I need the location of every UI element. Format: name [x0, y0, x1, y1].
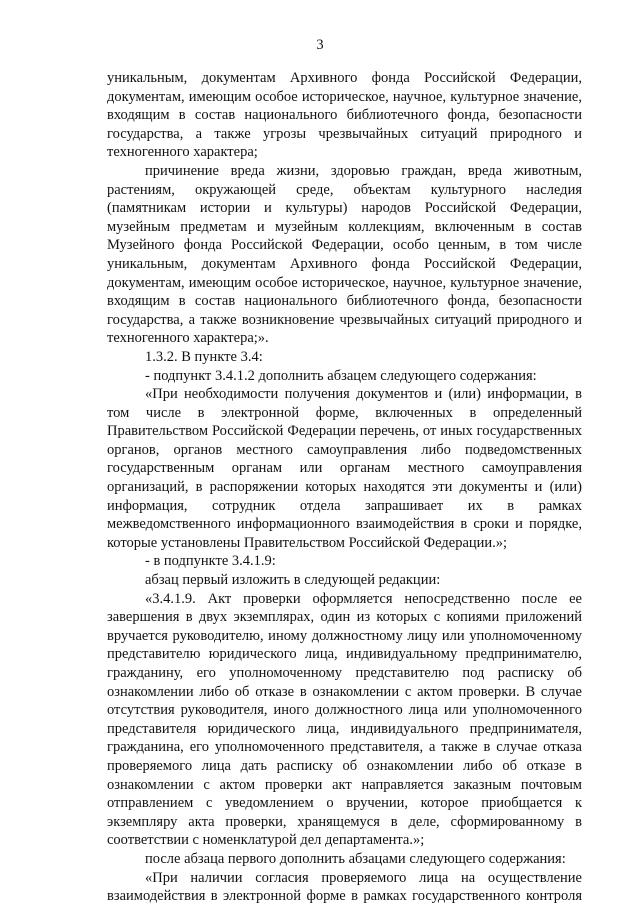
- paragraph-8: «3.4.1.9. Акт проверки оформляется непосредственно после ее завершения в двух экземплярах, один из которых с копиями приложений вручается руководителю, иному должностному лицу или уполномоченному представителю юридического лица, индивидуальному предпринимателю, гражданину, его уполномоченному представителю под расписку об ознакомлении либо об отказе в ознакомлении с актом проверки. В случае отсутствия руководителя, иного должностного лица или уполномоченного представителя юридического лица, индивидуального предпринимателя, гражданина, его уполномоченного представителя, а также в случае отказа проверяемого лица дать расписку об ознакомлении либо об отказе в ознакомлении с актом проверки акт направляется заказным почтовым отправлением с уведомлением о вручении, которое приобщается к экземпляру акта проверки, хранящемуся в деле, сформированному в соответствии с номенклатурой дел департамента.»;: [107, 590, 582, 849]
- paragraph-7: абзац первый изложить в следующей редакции:: [145, 572, 441, 589]
- paragraph-6: - в подпункте 3.4.1.9:: [145, 553, 276, 570]
- paragraph-5: «При необходимости получения документов и (или) информации, в том числе в электронной форме, включенных в определенный Правительством Российской Федерации перечень, от иных государственных органов, органов местного самоуправления либо подведомственных государственным органам или органам местного самоуправления организаций, в распоряжении которых находятся эти документы и (или) информация, сотрудник отдела запрашивает их в рамках межведомственного информационного взаимодействия в сроки и порядке, которые установлены Правительством Российской Федерации.»;: [107, 386, 582, 551]
- paragraph-4: - подпункт 3.4.1.2 дополнить абзацем следующего содержания:: [145, 367, 537, 384]
- page-number: 3: [316, 37, 324, 53]
- paragraph-3: 1.3.2. В пункте 3.4:: [145, 348, 263, 365]
- document-body: [107, 69, 582, 906]
- paragraph-9: после абзаца первого дополнить абзацами следующего содержания:: [145, 850, 566, 867]
- paragraph-2: причинение вреда жизни, здоровью граждан, вреда животным, растениям, окружающей среде, объектам культурного наследия (памятникам истории и культуры) народов Российской Федерации, музейным предметам и музейным коллекциям, включенным в состав Музейного фонда Российской Федерации, особо ценным, в том числе уникальным, документам Архивного фонда Российской Федерации, документам, имеющим особое историческое, научное, культурное значение, входящим в состав национального библиотечного фонда, безопасности государства, а также возникновение чрезвычайных ситуаций природного и техногенного характера;».: [107, 162, 582, 347]
- paragraph-1: уникальным, документам Архивного фонда Российской Федерации, документам, имеющим особое историческое, научное, культурное значение, входящим в состав национального библиотечного фонда, безопасности государства, а также угрозы чрезвычайных ситуаций природного и техногенного характера;: [107, 70, 582, 161]
- paragraph-10: «При наличии согласия проверяемого лица на осуществление взаимодействия в электронной форме в рамках государственного контроля: [107, 869, 582, 905]
